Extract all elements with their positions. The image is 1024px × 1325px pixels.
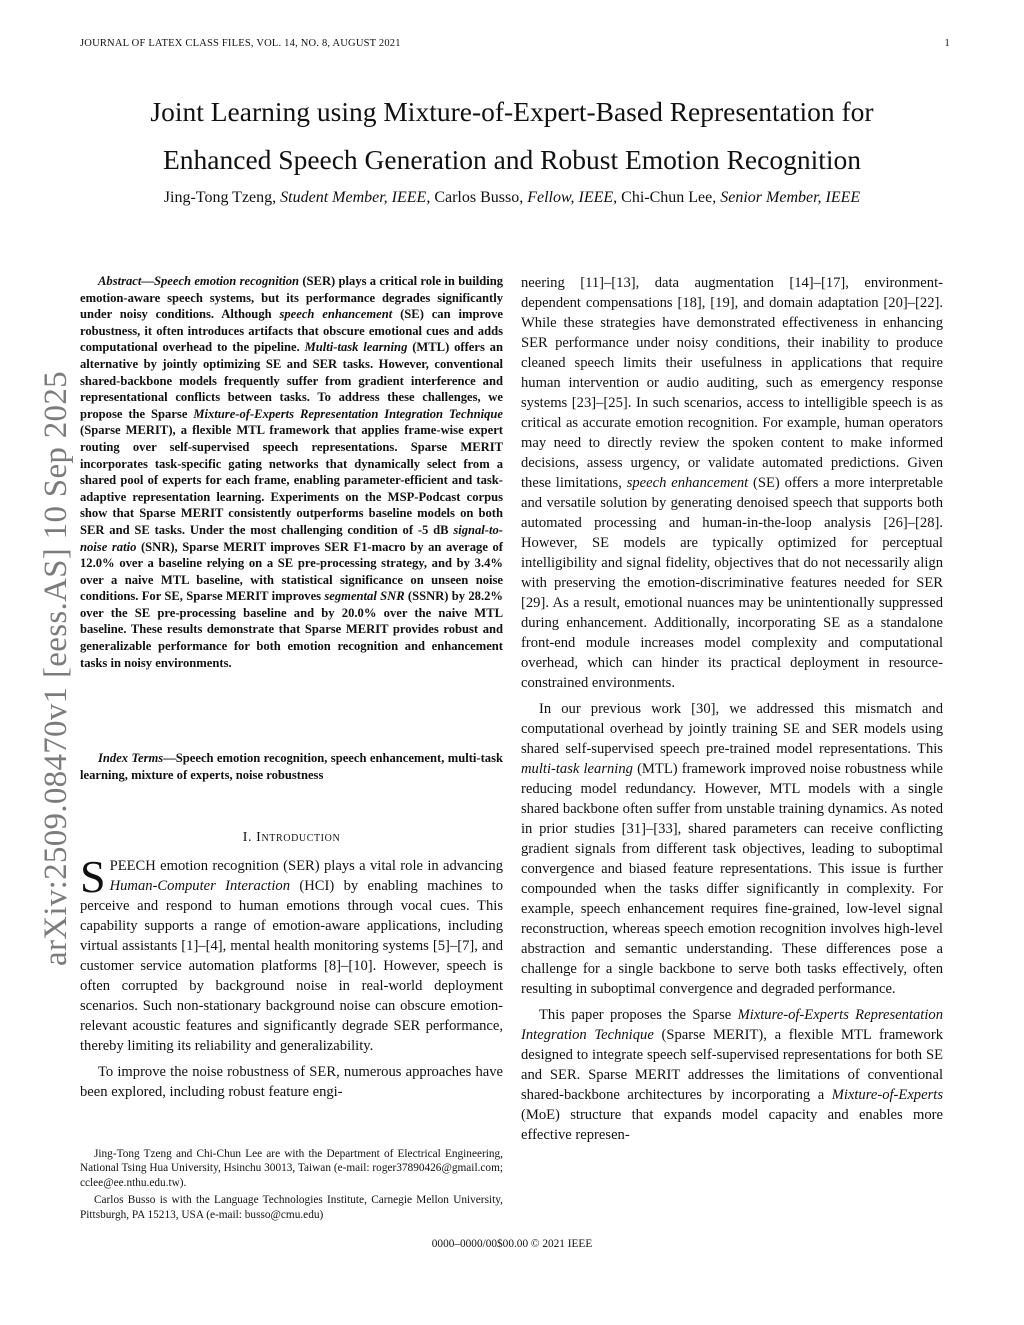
intro-text-1a: PEECH emotion recognition (SER) plays a vital role in advancing: [109, 858, 503, 874]
running-head: [80, 38, 950, 49]
author-1-role: Student Member, IEEE: [280, 189, 427, 206]
author-3-role: Senior Member, IEEE: [720, 189, 861, 206]
abstract-keyword-snr: signal-to-noise ratio: [80, 522, 503, 554]
title-line-2: Enhanced Speech Generation and Robust Emotion Recognition: [162, 144, 862, 175]
author-3-name: , Chi-Chun Lee,: [613, 189, 721, 206]
right-text-2a: In our previous work [30], we addressed this mismatch and computational overhead by jointly training SE and SER models using shared self-supervised speech pre-trained model representations. This: [521, 701, 943, 757]
intro-emphasis-hci: Human-Computer Interaction: [109, 878, 291, 894]
intro-text-1b: (HCI) by enabling machines to perceive and respond to human emotions through vocal cues. This capability supports a range of emotion-aware applications, including virtual assistants [1]–[4], mental health monitoring systems [5]–[7], and customer service automation platforms [8]–[10]. However, speech is often corrupted by background noise in real-world deployment scenarios. Such non-stationary background noise can obscure emotion-relevant acoustic features and significantly degrade SER performance, thereby limiting its reliability and generalizability.: [80, 878, 503, 1054]
right-column-body: [521, 273, 943, 1145]
abstract-text-2: (SE) can improve robustness, it often introduces artifacts that obscure emotional cues and adds computational overhead to the pipeline.: [80, 307, 503, 355]
author-footnotes: [80, 1147, 503, 1225]
copyright-line: 0000–0000/00$00.00 © 2021 IEEE: [431, 1238, 593, 1250]
abstract-text-5: (SNR), Sparse MERIT improves SER F1-macro by an average of 12.0% over a baseline relying on a SE pre-processing strategy, and by 3.4% over a naive MTL baseline, with statistical significance on unseen noise conditions. For SE, Sparse MERIT improves: [80, 539, 503, 604]
right-paragraph-1: [521, 273, 943, 693]
right-emphasis-se: speech enhancement: [626, 475, 749, 491]
abstract-keyword-ssnr: segmental SNR: [324, 589, 405, 604]
right-paragraph-3: [521, 1005, 943, 1145]
abstract-text-4: (Sparse MERIT), a flexible MTL framework that applies frame-wise expert routing over self-supervised speech representations. Sparse MERIT incorporates task-specific gating networks that dynamically select from a shared pool of experts for each frame, enabling parameter-efficient and task-adaptive representation learning. Experiments on the MSP-Podcast corpus show that Sparse MERIT consistently outperforms baseline models on both SER and SE tasks. Under the most challenging condition of -5 dB: [80, 423, 503, 537]
right-emphasis-merit: Mixture-of-Experts Representation Integration Technique: [521, 1007, 943, 1043]
drop-cap: S: [80, 851, 106, 902]
author-2-role: Fellow, IEEE: [527, 189, 614, 206]
arxiv-watermark: arXiv:2509.08470v1 [eess.AS] 10 Sep 2025: [38, 371, 74, 966]
index-terms-label: Index Terms: [98, 751, 164, 765]
right-text-1b: (SE) offers a more interpretable and versatile solution by generating denoised speech that supports both automated processing and human-in-the-loop analysis [26]–[28]. However, SE models are typically optimized for perceptual intelligibility and signal fidelity, objectives that do not necessarily align with preserving the emotion-discriminative features needed for SER [29]. As a result, emotional nuances may be unintentionally suppressed during enhancement. Additionally, incorporating SE as a standalone front-end module increases model complexity and computational overhead, which can hinder its practical deployment in resource-constrained environments.: [521, 475, 944, 691]
index-terms-text: —Speech emotion recognition, speech enhancement, multi-task learning, mixture of experts, noise robustness: [80, 751, 503, 782]
right-text-1a: neering [11]–[13], data augmentation [14]–[17], environment-dependent compensations [18], [19], and domain adaptation [20]–[22]. While these strategies have demonstrated effectiveness in enhancing SER performance under noisy conditions, their inability to produce cleaned speech limits their usefulness in applications that require human intervention or audio auditing, such as emergency response systems [23]–[25]. In such scenarios, access to intelligible speech is as critical as accurate emotion recognition. For example, human operators may need to directly review the spoken content to make informed decisions, assess urgency, or validate automated predictions. Given these limitations,: [521, 275, 943, 491]
abstract-label: Abstract—: [98, 274, 154, 288]
author-1-name: Jing-Tong Tzeng,: [163, 189, 281, 206]
abstract-keyword-ser: Speech emotion recognition: [153, 274, 300, 288]
abstract-text-1: (SER) plays a critical role in building emotion-aware speech systems, but its performance degrades significantly under noisy conditions. Although: [80, 274, 504, 322]
author-list: [60, 189, 964, 207]
abstract-keyword-se: speech enhancement: [279, 307, 393, 322]
paper-title: [60, 88, 964, 184]
section-heading-introduction: I. Introduction: [242, 830, 341, 845]
author-2-name: , Carlos Busso,: [426, 189, 528, 206]
right-emphasis-moe: Mixture-of-Experts: [831, 1087, 943, 1103]
right-paragraph-2: [521, 699, 943, 999]
journal-info: JOURNAL OF LATEX CLASS FILES, VOL. 14, NO. 8, AUGUST 2021: [80, 38, 401, 49]
right-text-3a: This paper proposes the Sparse: [539, 1007, 738, 1023]
abstract-text-6: (SSNR) by 28.2% over the SE pre-processing baseline and by 20.0% over the naive MTL baseline. These results demonstrate that Sparse MERIT provides robust and generalizable performance for both emotion recognition and enhancement tasks in noisy environments.: [80, 589, 504, 670]
abstract-keyword-merit: Mixture-of-Experts Representation Integration Technique: [193, 406, 504, 421]
footnote-affiliation-1: Jing-Tong Tzeng and Chi-Chun Lee are with the Department of Electrical Engineering, National Tsing Hua University, Hsinchu 30013, Taiwan (e-mail: roger37890426@gmail.com; cclee@ee.nthu.edu.tw).: [80, 1148, 503, 1189]
abstract-text-3: (MTL) offers an alternative by jointly optimizing SE and SER tasks. However, conventional shared-backbone models frequently suffer from gradient interference and representational conflicts between tasks. To address these challenges, we propose the Sparse: [80, 340, 503, 421]
right-text-2b: (MTL) framework improved noise robustness while reducing model redundancy. However, MTL models with a single shared backbone often suffer from unstable training dynamics. As noted in prior studies [31]–[33], shared parameters can receive conflicting gradient signals from different task objectives, leading to suboptimal convergence and biased feature representations. This issue is further compounded when the tasks differ significantly in complexity. For example, speech enhancement requires fine-grained, low-level signal reconstruction, whereas speech emotion recognition involves high-level abstraction and semantic understanding. These differences pose a challenge for a single backbone to serve both tasks effectively, often resulting in suboptimal convergence and degraded performance.: [521, 761, 943, 997]
intro-paragraph-2: To improve the noise robustness of SER, numerous approaches have been explored, including robust feature engi-: [80, 1064, 503, 1100]
right-emphasis-mtl: multi-task learning: [521, 761, 633, 777]
abstract: [80, 273, 503, 671]
index-terms: [80, 750, 503, 783]
introduction-body: [80, 851, 503, 1102]
abstract-keyword-mtl: Multi-task learning: [304, 340, 408, 355]
page-number: 1: [944, 38, 950, 49]
right-text-3b: (Sparse MERIT), a flexible MTL framework designed to integrate speech self-supervised representations for both SE and SER. Sparse MERIT addresses the limitations of conventional shared-backbone architectures by incorporating a: [521, 1027, 943, 1103]
intro-paragraph-1: [80, 851, 503, 1056]
footnote-affiliation-2: Carlos Busso is with the Language Technologies Institute, Carnegie Mellon University, Pittsburgh, PA 15213, USA (e-mail: busso@cmu.edu): [80, 1194, 503, 1221]
right-text-3c: (MoE) structure that expands model capacity and enables more effective represen-: [521, 1107, 943, 1143]
title-line-1: Joint Learning using Mixture-of-Expert-Based Representation for: [150, 96, 874, 127]
